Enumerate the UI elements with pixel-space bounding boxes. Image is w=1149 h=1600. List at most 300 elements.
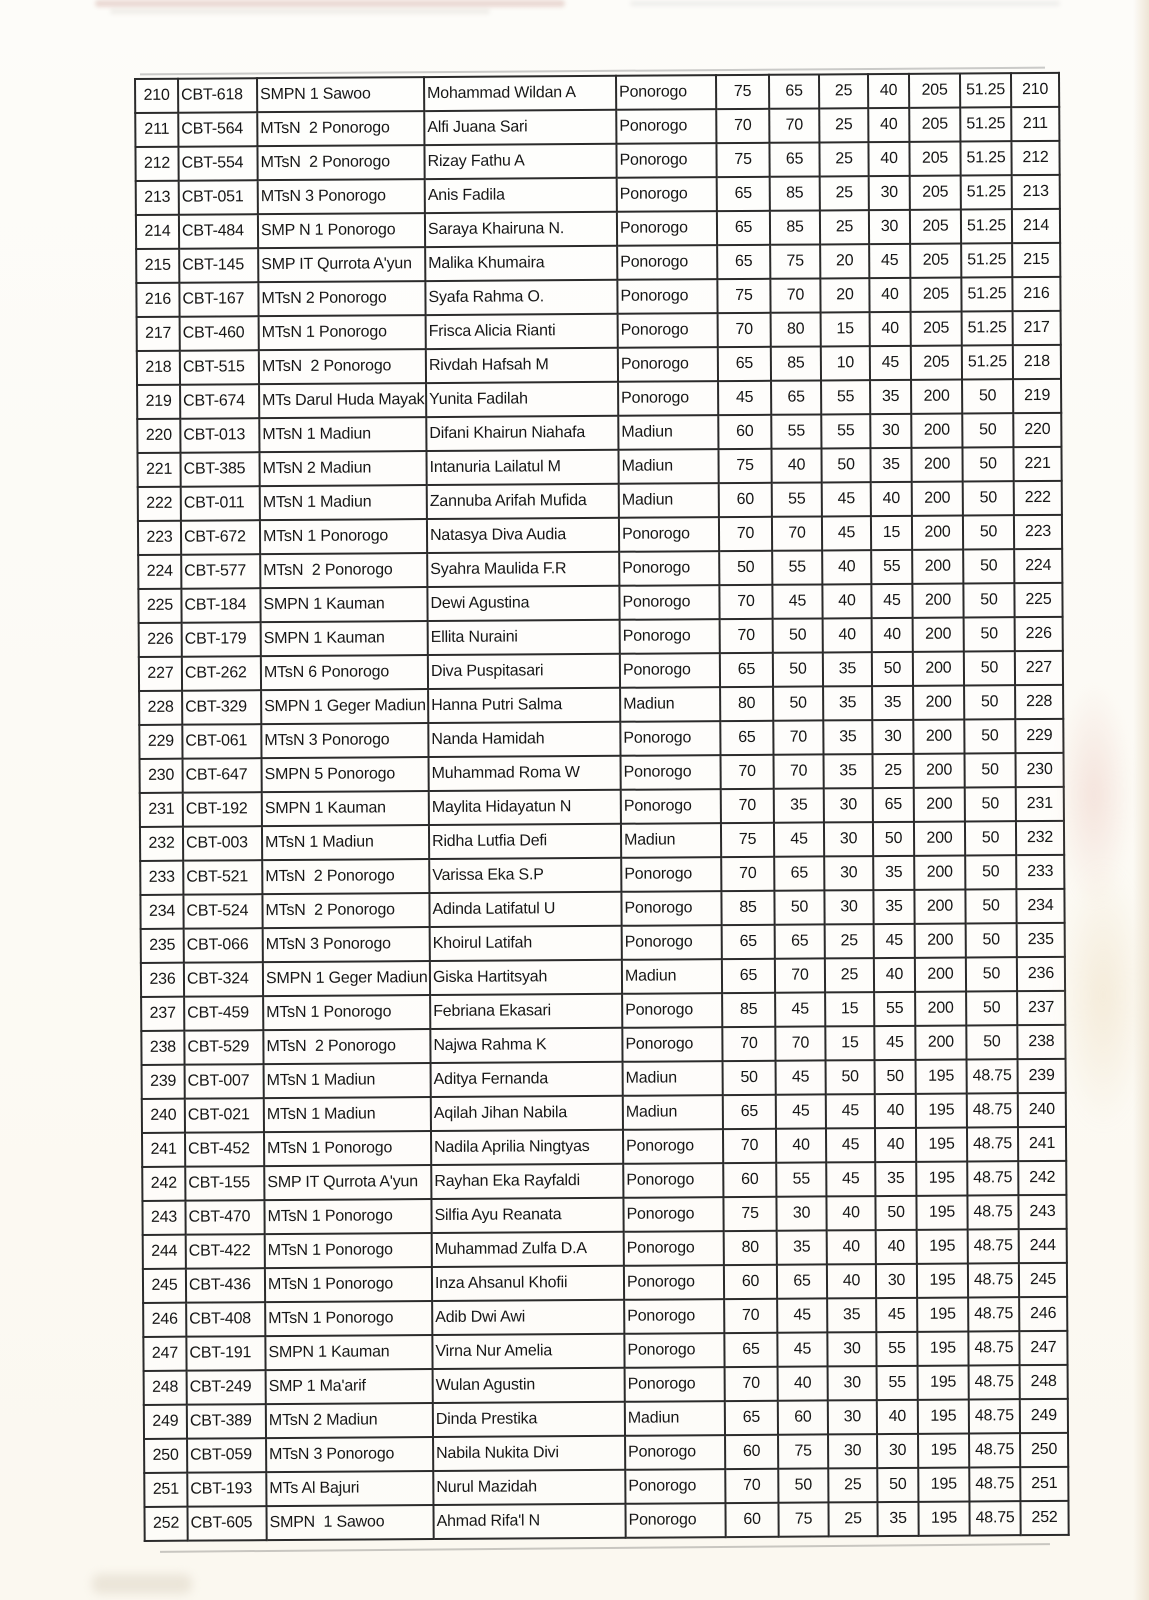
rank-repeat-cell: 214 [1012, 209, 1060, 243]
rank-cell: 251 [144, 1473, 187, 1507]
score-ranking-table [134, 72, 1070, 1542]
name-cell: Intanuria Lailatul M [426, 450, 618, 485]
score2-cell: 70 [770, 278, 820, 312]
school-cell: MTsN 1 Madiun [264, 1063, 431, 1098]
score4-cell: 25 [873, 754, 914, 788]
rank-repeat-cell: 237 [1017, 991, 1065, 1025]
city-cell: Ponorogo [617, 245, 717, 280]
city-cell: Ponorogo [624, 1299, 724, 1334]
school-cell: MTsN 3 Ponorogo [263, 927, 430, 962]
name-cell: Alfi Juana Sari [424, 110, 616, 145]
score1-cell: 65 [718, 347, 771, 381]
city-cell: Madiun [623, 1095, 723, 1130]
average-cell: 51.25 [961, 175, 1012, 209]
school-cell: MTsN 1 Ponorogo [259, 315, 426, 350]
name-cell: Frisca Alicia Rianti [426, 314, 618, 349]
average-cell: 50 [966, 923, 1017, 957]
rank-repeat-cell: 249 [1020, 1399, 1068, 1433]
rank-repeat-cell: 212 [1011, 141, 1059, 175]
city-cell: Madiun [625, 1401, 725, 1436]
score4-cell: 55 [874, 992, 915, 1026]
average-cell: 48.75 [967, 1059, 1018, 1093]
total-cell: 195 [918, 1467, 969, 1501]
score1-cell: 65 [717, 245, 770, 279]
score4-cell: 55 [876, 1332, 917, 1366]
school-cell: MTsN 3 Ponorogo [266, 1437, 433, 1472]
code-cell: CBT-524 [183, 894, 262, 929]
score2-cell: 30 [776, 1196, 826, 1230]
average-cell: 50 [966, 957, 1017, 991]
average-cell: 50 [964, 617, 1015, 651]
rank-cell: 232 [140, 827, 183, 861]
name-cell: Aqilah Jihan Nabila [431, 1096, 623, 1131]
code-cell: CBT-674 [180, 384, 259, 419]
total-cell: 195 [917, 1263, 968, 1297]
rank-repeat-cell: 230 [1015, 753, 1063, 787]
code-cell: CBT-672 [181, 520, 260, 555]
score1-cell: 70 [716, 109, 769, 143]
rank-repeat-cell: 233 [1016, 855, 1064, 889]
school-cell: SMPN 1 Geger Madiun [261, 689, 428, 724]
score3-cell: 35 [824, 754, 873, 788]
total-cell: 200 [914, 856, 965, 890]
scan-smudge-bottom-left [92, 1574, 192, 1594]
rank-cell: 239 [142, 1065, 185, 1099]
page-edge-band [1133, 0, 1149, 1600]
score1-cell: 80 [724, 1231, 777, 1265]
score2-cell: 70 [772, 516, 822, 550]
rank-repeat-cell: 218 [1013, 345, 1061, 379]
total-cell: 195 [918, 1501, 969, 1535]
score3-cell: 40 [823, 618, 872, 652]
score4-cell: 15 [871, 516, 912, 550]
rank-cell: 238 [141, 1031, 184, 1065]
scan-blob-pink [1056, 680, 1132, 910]
code-cell: CBT-021 [185, 1098, 264, 1133]
rank-repeat-cell: 210 [1011, 73, 1059, 107]
code-cell: CBT-013 [180, 418, 259, 453]
score1-cell: 65 [717, 211, 770, 245]
score2-cell: 40 [776, 1128, 826, 1162]
school-cell: MTsN 1 Ponorogo [260, 519, 427, 554]
name-cell: Ridha Lutfia Defi [429, 824, 621, 859]
score2-cell: 65 [774, 856, 824, 890]
code-cell: CBT-193 [187, 1472, 266, 1507]
city-cell: Ponorogo [621, 891, 721, 926]
score2-cell: 50 [778, 1468, 828, 1502]
score2-cell: 65 [769, 142, 819, 176]
code-cell: CBT-515 [180, 350, 259, 385]
score1-cell: 75 [723, 1197, 776, 1231]
score4-cell: 40 [868, 74, 909, 108]
score1-cell: 65 [725, 1401, 778, 1435]
score3-cell: 15 [821, 312, 870, 346]
total-cell: 195 [916, 1093, 967, 1127]
score2-cell: 70 [769, 108, 819, 142]
rank-cell: 237 [141, 997, 184, 1031]
score1-cell: 85 [722, 993, 775, 1027]
score4-cell: 50 [877, 1468, 918, 1502]
city-cell: Ponorogo [620, 653, 720, 688]
total-cell: 205 [910, 210, 961, 244]
school-cell: MTsN 1 Ponorogo [265, 1301, 432, 1336]
rank-cell: 246 [143, 1303, 186, 1337]
total-cell: 195 [918, 1433, 969, 1467]
rank-cell: 245 [143, 1269, 186, 1303]
total-cell: 200 [913, 754, 964, 788]
total-cell: 205 [909, 142, 960, 176]
city-cell: Ponorogo [622, 925, 722, 960]
score3-cell: 40 [822, 550, 871, 584]
city-cell: Ponorogo [619, 551, 719, 586]
code-cell: CBT-529 [184, 1030, 263, 1065]
score1-cell: 65 [720, 653, 773, 687]
score2-cell: 70 [774, 754, 824, 788]
city-cell: Ponorogo [622, 1027, 722, 1062]
code-cell: CBT-249 [187, 1370, 266, 1405]
score2-cell: 70 [773, 720, 823, 754]
total-cell: 195 [917, 1229, 968, 1263]
code-cell: CBT-167 [179, 282, 258, 317]
name-cell: Wulan Agustin [433, 1368, 625, 1403]
school-cell: MTsN 1 Ponorogo [265, 1233, 432, 1268]
name-cell: Malika Khumaira [425, 246, 617, 281]
total-cell: 200 [912, 584, 963, 618]
score3-cell: 45 [826, 1128, 875, 1162]
total-cell: 200 [912, 482, 963, 516]
score4-cell: 40 [869, 278, 910, 312]
score1-cell: 70 [718, 313, 771, 347]
score1-cell: 70 [721, 755, 774, 789]
score2-cell: 45 [772, 584, 822, 618]
rank-repeat-cell: 223 [1014, 515, 1062, 549]
score1-cell: 80 [720, 687, 773, 721]
name-cell: Nabila Nukita Divi [433, 1436, 625, 1471]
score2-cell: 50 [773, 652, 823, 686]
school-cell: SMPN 5 Ponorogo [262, 757, 429, 792]
name-cell: Giska Hartitsyah [430, 960, 622, 995]
code-cell: CBT-436 [186, 1268, 265, 1303]
city-cell: Ponorogo [619, 585, 719, 620]
average-cell: 50 [962, 447, 1013, 481]
scan-blob-cream [1058, 860, 1148, 1130]
school-cell: MTsN 2 Ponorogo [260, 553, 427, 588]
city-cell: Ponorogo [619, 517, 719, 552]
average-cell: 48.75 [968, 1263, 1019, 1297]
scan-smudge-top-right [630, 1, 1060, 6]
rank-cell: 220 [137, 419, 180, 453]
score2-cell: 40 [771, 448, 821, 482]
score3-cell: 25 [825, 924, 874, 958]
name-cell: Maylita Hidayatun N [429, 790, 621, 825]
score2-cell: 65 [777, 1264, 827, 1298]
score3-cell: 25 [819, 142, 868, 176]
score3-cell: 35 [823, 652, 872, 686]
score3-cell: 45 [822, 516, 871, 550]
rank-cell: 223 [138, 521, 181, 555]
total-cell: 205 [910, 244, 961, 278]
rank-cell: 212 [135, 147, 178, 181]
score2-cell: 50 [773, 618, 823, 652]
name-cell: Aditya Fernanda [431, 1062, 623, 1097]
school-cell: MTsN 1 Ponorogo [264, 1199, 431, 1234]
score3-cell: 30 [828, 1400, 877, 1434]
school-cell: MTsN 2 Ponorogo [263, 1029, 430, 1064]
rank-repeat-cell: 239 [1018, 1059, 1066, 1093]
name-cell: Febriana Ekasari [430, 994, 622, 1029]
score1-cell: 65 [717, 177, 770, 211]
rank-repeat-cell: 226 [1015, 617, 1063, 651]
average-cell: 51.25 [962, 311, 1013, 345]
average-cell: 50 [963, 583, 1014, 617]
average-cell: 48.75 [969, 1501, 1020, 1535]
rank-repeat-cell: 244 [1019, 1229, 1067, 1263]
name-cell: Diva Puspitasari [428, 654, 620, 689]
score2-cell: 45 [774, 822, 824, 856]
score3-cell: 30 [824, 856, 873, 890]
code-cell: CBT-007 [185, 1064, 264, 1099]
rank-cell: 225 [138, 589, 181, 623]
city-cell: Ponorogo [617, 177, 717, 212]
score4-cell: 55 [877, 1366, 918, 1400]
score2-cell: 45 [777, 1298, 827, 1332]
score2-cell: 55 [772, 550, 822, 584]
city-cell: Madiun [618, 415, 718, 450]
score3-cell: 15 [825, 1026, 874, 1060]
code-cell: CBT-422 [186, 1234, 265, 1269]
total-cell: 195 [916, 1195, 967, 1229]
scan-smudge-top-red [95, 0, 565, 7]
rank-repeat-cell: 215 [1012, 243, 1060, 277]
score2-cell: 85 [770, 210, 820, 244]
average-cell: 50 [963, 481, 1014, 515]
code-cell: CBT-155 [185, 1166, 264, 1201]
school-cell: MTsN 1 Madiun [262, 825, 429, 860]
average-cell: 50 [963, 515, 1014, 549]
code-cell: CBT-179 [182, 622, 261, 657]
score4-cell: 45 [870, 346, 911, 380]
score1-cell: 70 [724, 1299, 777, 1333]
code-cell: CBT-577 [181, 554, 260, 589]
name-cell: Nadila Aprilia Ningtyas [431, 1130, 623, 1165]
score2-cell: 50 [773, 686, 823, 720]
rank-repeat-cell: 222 [1014, 481, 1062, 515]
score2-cell: 55 [776, 1162, 826, 1196]
score3-cell: 35 [827, 1298, 876, 1332]
average-cell: 51.25 [960, 73, 1011, 107]
code-cell: CBT-059 [187, 1438, 266, 1473]
rank-cell: 226 [139, 623, 182, 657]
score1-cell: 75 [716, 143, 769, 177]
score2-cell: 65 [771, 380, 821, 414]
rank-cell: 210 [135, 79, 178, 113]
code-cell: CBT-564 [178, 112, 257, 147]
total-cell: 200 [911, 380, 962, 414]
rank-cell: 250 [144, 1439, 187, 1473]
score4-cell: 50 [875, 1060, 916, 1094]
score4-cell: 45 [874, 1026, 915, 1060]
name-cell: Rayhan Eka Rayfaldi [431, 1164, 623, 1199]
code-cell: CBT-184 [181, 588, 260, 623]
name-cell: Mohammad Wildan A [424, 76, 616, 111]
average-cell: 48.75 [969, 1365, 1020, 1399]
school-cell: MTsN 1 Ponorogo [263, 995, 430, 1030]
rank-cell: 216 [136, 283, 179, 317]
score2-cell: 65 [769, 74, 819, 108]
score3-cell: 55 [821, 380, 870, 414]
average-cell: 51.25 [961, 243, 1012, 277]
total-cell: 200 [915, 924, 966, 958]
name-cell: Difani Khairun Niahafa [426, 416, 618, 451]
score4-cell: 30 [869, 176, 910, 210]
name-cell: Najwa Rahma K [430, 1028, 622, 1063]
school-cell: MTsN 3 Ponorogo [258, 179, 425, 214]
score3-cell: 25 [820, 210, 869, 244]
rank-cell: 249 [144, 1405, 187, 1439]
score1-cell: 70 [722, 1027, 775, 1061]
rank-cell: 215 [136, 249, 179, 283]
code-cell: CBT-061 [182, 724, 261, 759]
score3-cell: 50 [821, 448, 870, 482]
school-cell: MTsN 2 Ponorogo [257, 111, 424, 146]
name-cell: Muhammad Roma W [429, 756, 621, 791]
score1-cell: 45 [718, 381, 771, 415]
city-cell: Ponorogo [618, 381, 718, 416]
name-cell: Adib Dwi Awi [432, 1300, 624, 1335]
average-cell: 50 [965, 787, 1016, 821]
score4-cell: 40 [876, 1230, 917, 1264]
rank-repeat-cell: 240 [1018, 1093, 1066, 1127]
school-cell: SMP 1 Ma'arif [266, 1369, 433, 1404]
average-cell: 48.75 [969, 1433, 1020, 1467]
name-cell: Syahra Maulida F.R [427, 552, 619, 587]
rank-cell: 228 [139, 691, 182, 725]
total-cell: 195 [917, 1331, 968, 1365]
score2-cell: 80 [771, 312, 821, 346]
score3-cell: 55 [821, 414, 870, 448]
code-cell: CBT-385 [180, 452, 259, 487]
code-cell: CBT-484 [179, 214, 258, 249]
total-cell: 195 [918, 1365, 969, 1399]
total-cell: 200 [912, 550, 963, 584]
total-cell: 200 [913, 686, 964, 720]
rank-repeat-cell: 216 [1012, 277, 1060, 311]
code-cell: CBT-051 [179, 180, 258, 215]
score3-cell: 45 [822, 482, 871, 516]
score2-cell: 45 [777, 1332, 827, 1366]
city-cell: Ponorogo [623, 1163, 723, 1198]
total-cell: 200 [913, 618, 964, 652]
rank-repeat-cell: 224 [1014, 549, 1062, 583]
city-cell: Ponorogo [621, 857, 721, 892]
city-cell: Ponorogo [620, 619, 720, 654]
rank-cell: 219 [137, 385, 180, 419]
rank-cell: 252 [144, 1507, 187, 1541]
score1-cell: 65 [724, 1333, 777, 1367]
average-cell: 48.75 [969, 1467, 1020, 1501]
rank-repeat-cell: 251 [1020, 1467, 1068, 1501]
city-cell: Madiun [623, 1061, 723, 1096]
name-cell: Rizay Fathu A [424, 144, 616, 179]
score3-cell: 20 [820, 278, 869, 312]
city-cell: Madiun [622, 959, 722, 994]
score3-cell: 45 [826, 1162, 875, 1196]
score1-cell: 70 [723, 1129, 776, 1163]
name-cell: Ellita Nuraini [428, 620, 620, 655]
school-cell: MTsN 2 Ponorogo [262, 893, 429, 928]
average-cell: 50 [964, 685, 1015, 719]
name-cell: Syafa Rahma O. [425, 280, 617, 315]
rank-cell: 218 [137, 351, 180, 385]
score1-cell: 65 [723, 1095, 776, 1129]
name-cell: Muhammad Zulfa D.A [432, 1232, 624, 1267]
score4-cell: 30 [869, 210, 910, 244]
city-cell: Madiun [618, 449, 718, 484]
score4-cell: 40 [868, 142, 909, 176]
rank-cell: 217 [137, 317, 180, 351]
score4-cell: 35 [870, 380, 911, 414]
score2-cell: 65 [775, 924, 825, 958]
score1-cell: 85 [721, 891, 774, 925]
code-cell: CBT-003 [183, 826, 262, 861]
average-cell: 48.75 [968, 1229, 1019, 1263]
name-cell: Inza Ahsanul Khofii [432, 1266, 624, 1301]
score1-cell: 75 [717, 279, 770, 313]
score4-cell: 45 [871, 584, 912, 618]
total-cell: 195 [917, 1297, 968, 1331]
score3-cell: 35 [823, 720, 872, 754]
name-cell: Zannuba Arifah Mufida [427, 484, 619, 519]
name-cell: Ahmad Rifa'l N [433, 1504, 625, 1539]
score2-cell: 75 [778, 1434, 828, 1468]
city-cell: Ponorogo [623, 1129, 723, 1164]
rank-cell: 241 [142, 1133, 185, 1167]
rank-repeat-cell: 242 [1018, 1161, 1066, 1195]
rank-repeat-cell: 238 [1017, 1025, 1065, 1059]
rank-cell: 224 [138, 555, 181, 589]
city-cell: Ponorogo [621, 755, 721, 790]
score3-cell: 25 [828, 1468, 877, 1502]
score4-cell: 50 [873, 822, 914, 856]
rank-cell: 211 [135, 113, 178, 147]
score3-cell: 30 [824, 890, 873, 924]
total-cell: 205 [911, 312, 962, 346]
total-cell: 205 [910, 278, 961, 312]
score1-cell: 50 [719, 551, 772, 585]
score4-cell: 30 [877, 1434, 918, 1468]
total-cell: 205 [909, 108, 960, 142]
rank-cell: 230 [140, 759, 183, 793]
rank-repeat-cell: 235 [1017, 923, 1065, 957]
total-cell: 200 [915, 992, 966, 1026]
name-cell: Natasya Diva Audia [427, 518, 619, 553]
average-cell: 50 [964, 719, 1015, 753]
score3-cell: 25 [828, 1502, 877, 1536]
total-cell: 195 [916, 1060, 967, 1094]
school-cell: SMP IT Qurrota A'yun [264, 1165, 431, 1200]
rank-repeat-cell: 227 [1015, 651, 1063, 685]
total-cell: 200 [911, 448, 962, 482]
city-cell: Ponorogo [616, 143, 716, 178]
scan-bottom-edge-echo [160, 1543, 1050, 1553]
school-cell: MTs Al Bajuri [266, 1471, 433, 1506]
rank-cell: 236 [141, 963, 184, 997]
rank-repeat-cell: 250 [1020, 1433, 1068, 1467]
score4-cell: 30 [870, 414, 911, 448]
code-cell: CBT-262 [182, 656, 261, 691]
rank-repeat-cell: 246 [1019, 1297, 1067, 1331]
score2-cell: 40 [778, 1366, 828, 1400]
